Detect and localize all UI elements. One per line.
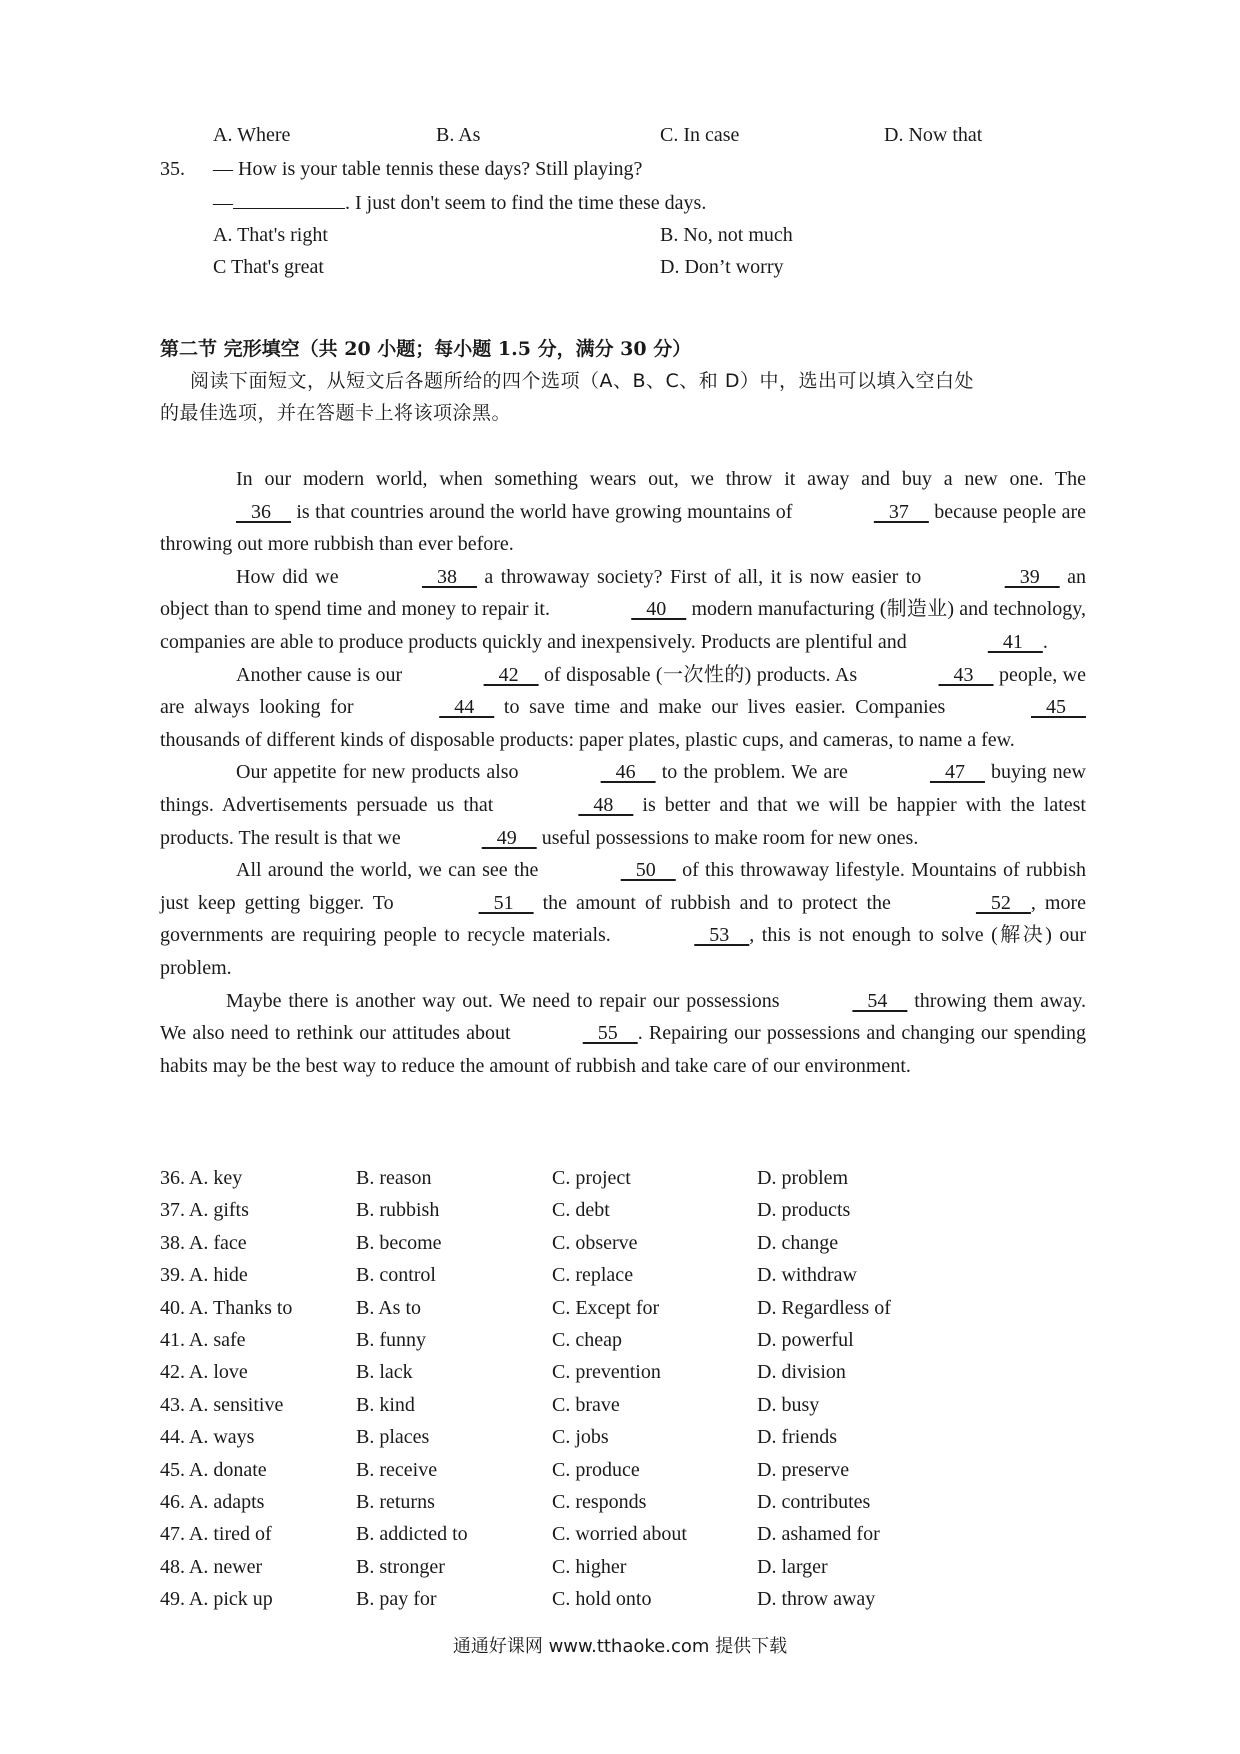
question-option-b: B. returns: [356, 1491, 435, 1513]
section-title: 第二节 完形填空（共 20 小题；每小题 1.5 分，满分 30 分）: [160, 338, 692, 360]
section-instruction-line1: 阅读下面短文，从短文后各题所给的四个选项（A、B、C、和 D）中，选出可以填入空白处: [190, 370, 974, 392]
passage-paragraph: [160, 463, 1086, 561]
passage-paragraph: [160, 854, 1086, 984]
q34-option-a: A. Where: [213, 124, 291, 146]
passage-paragraph: [160, 659, 1086, 757]
question-option-c: C. debt: [552, 1199, 610, 1222]
blank-40: 40: [631, 598, 687, 621]
passage-text: Maybe there is another way out. We need to repair our possessions: [226, 989, 787, 1012]
question-option-d: D. problem: [757, 1167, 849, 1189]
question-option-d: D. change: [757, 1231, 839, 1254]
q35-option-a: A. That's right: [213, 224, 328, 246]
passage-text: to save time and make our lives easier. Companies: [494, 696, 956, 719]
question-option-c: C. jobs: [552, 1426, 609, 1449]
question-option-c: C. responds: [552, 1491, 647, 1513]
blank-52: 52: [975, 891, 1031, 914]
blank-55: 55: [582, 1022, 638, 1045]
q34-option-d: D. Now that: [884, 124, 983, 146]
passage-text: In our modern world, when something wears out, we throw it away and buy a new one. The: [236, 468, 1086, 490]
question-option-c: C. brave: [552, 1393, 620, 1416]
question-option-c: C. hold onto: [552, 1588, 652, 1611]
question-option-b: B. stronger: [356, 1555, 445, 1578]
question-option-b: B. reason: [356, 1167, 432, 1189]
q35-number: 35.: [160, 158, 185, 180]
question-option-b: B. rubbish: [356, 1199, 440, 1222]
blank-54: 54: [852, 989, 908, 1012]
question-option-c: C. project: [552, 1167, 631, 1189]
blank-44: 44: [439, 696, 495, 719]
passage-text: .: [1042, 630, 1048, 653]
question-option-b: B. become: [356, 1231, 442, 1254]
question-option-d: D. contributes: [757, 1491, 871, 1513]
question-option-b: B. As to: [356, 1296, 422, 1319]
passage-text: buying new things. Advertisements persuade us that: [160, 761, 1086, 816]
question-option-a: 42. A. love: [160, 1361, 248, 1384]
question-option-d: D. busy: [757, 1393, 820, 1416]
passage-text: throwing them away. We also need to rethink our attitudes about: [160, 989, 1087, 1045]
blank-43: 43: [938, 663, 994, 686]
cloze-passage: [160, 463, 1086, 1082]
q35-option-d: D. Don’t worry: [660, 256, 784, 278]
question-option-b: B. control: [356, 1264, 436, 1287]
q35-dash: —: [213, 192, 233, 214]
question-option-b: B. addicted to: [356, 1523, 468, 1546]
question-option-a: 49. A. pick up: [160, 1588, 273, 1611]
q35-line2-text: . I just don't seem to find the time these days.: [345, 192, 707, 214]
question-option-a: 43. A. sensitive: [160, 1393, 284, 1416]
question-option-d: D. powerful: [757, 1329, 854, 1351]
question-option-a: 41. A. safe: [160, 1329, 246, 1351]
question-option-a: 40. A. Thanks to: [160, 1296, 293, 1319]
question-option-a: 44. A. ways: [160, 1426, 255, 1449]
passage-text: is better and that we will be happier with the latest products. The result is that we: [160, 793, 1086, 849]
passage-text: an object than to spend time and money to repair it.: [160, 565, 1086, 621]
question-option-d: D. withdraw: [757, 1264, 857, 1287]
question-option-a: 38. A. face: [160, 1231, 247, 1254]
blank-51: 51: [478, 891, 534, 914]
blank-37: 37: [873, 500, 929, 523]
blank-36: 36: [236, 500, 291, 523]
question-option-a: 48. A. newer: [160, 1555, 263, 1578]
q35-answer-blank: [233, 190, 345, 209]
blank-45: 45: [1031, 696, 1087, 719]
passage-text: , more governments are requiring people to recycle materials.: [160, 891, 1086, 947]
passage-text: a throwaway society? First of all, it is now easier to: [477, 565, 929, 588]
question-option-d: D. larger: [757, 1555, 828, 1578]
blank-38: 38: [422, 565, 478, 588]
page-footer: 通通好课网 www.tthaoke.com 提供下载: [452, 1636, 788, 1657]
passage-text: useful possessions to make room for new ones.: [536, 826, 919, 849]
blank-41: 41: [987, 630, 1043, 653]
blank-53: 53: [694, 924, 750, 947]
question-option-d: D. preserve: [757, 1458, 850, 1481]
question-option-b: B. receive: [356, 1458, 438, 1481]
blank-46: 46: [600, 761, 656, 784]
question-option-a: 37. A. gifts: [160, 1199, 249, 1222]
passage-text: because people are throwing out more rubbish than ever before.: [160, 500, 1086, 556]
question-option-d: D. products: [757, 1199, 851, 1222]
question-option-c: C. worried about: [552, 1523, 687, 1546]
question-option-c: C. observe: [552, 1231, 638, 1254]
blank-39: 39: [1004, 565, 1060, 588]
passage-text: All around the world, we can see the: [236, 859, 545, 882]
blank-47: 47: [929, 761, 985, 784]
q34-option-b: B. As: [436, 124, 481, 146]
question-option-b: B. lack: [356, 1361, 413, 1384]
question-option-b: B. funny: [356, 1329, 426, 1351]
passage-text: Our appetite for new products also: [236, 761, 525, 784]
question-option-b: B. kind: [356, 1393, 415, 1416]
passage-text: . Repairing our possessions and changing our spending habits may be the best way to reduce the amount of rubbish and take care of our environment.: [160, 1022, 1086, 1077]
passage-text: How did we: [236, 565, 347, 588]
q35-option-b: B. No, not much: [660, 224, 793, 246]
blank-48: 48: [578, 793, 634, 816]
question-option-d: D. Regardless of: [757, 1296, 891, 1319]
passage-text: the amount of rubbish and to protect the: [533, 891, 900, 914]
q35-line2: [213, 190, 706, 215]
q35-option-c: C That's great: [213, 256, 324, 278]
passage-text: to the problem. We are: [655, 761, 854, 784]
passage-paragraph: [160, 561, 1086, 659]
passage-text: is that countries around the world have growing mountains of: [291, 500, 798, 523]
question-option-d: D. ashamed for: [757, 1523, 880, 1546]
passage-paragraph: [160, 756, 1086, 854]
question-option-d: D. throw away: [757, 1588, 876, 1611]
question-option-c: C. higher: [552, 1555, 627, 1578]
blank-42: 42: [483, 663, 539, 686]
passage-text: of this throwaway lifestyle. Mountains of rubbish just keep getting bigger. To: [160, 859, 1086, 914]
question-option-c: C. cheap: [552, 1329, 622, 1351]
question-option-c: C. prevention: [552, 1361, 661, 1384]
question-option-b: B. pay for: [356, 1588, 437, 1611]
blank-50: 50: [620, 859, 676, 882]
passage-text: people, we are always looking for: [160, 663, 1086, 719]
question-option-a: 39. A. hide: [160, 1264, 248, 1287]
passage-text: modern manufacturing (制造业) and technology, companies are able to produce products quickly and inexpensively. Products are plentiful and: [160, 598, 1086, 653]
question-option-c: C. Except for: [552, 1296, 660, 1319]
question-option-a: 46. A. adapts: [160, 1491, 265, 1513]
q35-line1: — How is your table tennis these days? Still playing?: [213, 158, 643, 180]
question-option-d: D. friends: [757, 1426, 837, 1449]
question-option-a: 45. A. donate: [160, 1458, 267, 1481]
question-option-c: C. replace: [552, 1264, 634, 1287]
question-option-a: 36. A. key: [160, 1167, 243, 1189]
passage-text: Another cause is our: [236, 663, 408, 686]
question-option-c: C. produce: [552, 1458, 640, 1481]
question-option-b: B. places: [356, 1426, 430, 1449]
question-option-d: D. division: [757, 1361, 846, 1384]
passage-text: thousands of different kinds of disposable products: paper plates, plastic cups, and cameras, to name a few.: [160, 728, 1015, 751]
q34-option-c: C. In case: [660, 124, 740, 146]
question-option-a: 47. A. tired of: [160, 1523, 272, 1546]
passage-text: , this is not enough to solve (解决) our problem.: [160, 924, 1086, 979]
section-instruction-line2: 的最佳选项，并在答题卡上将该项涂黑。: [160, 402, 512, 424]
passage-text: of disposable (一次性的) products. As: [538, 663, 863, 686]
blank-49: 49: [481, 826, 537, 849]
passage-paragraph: [160, 985, 1086, 1083]
